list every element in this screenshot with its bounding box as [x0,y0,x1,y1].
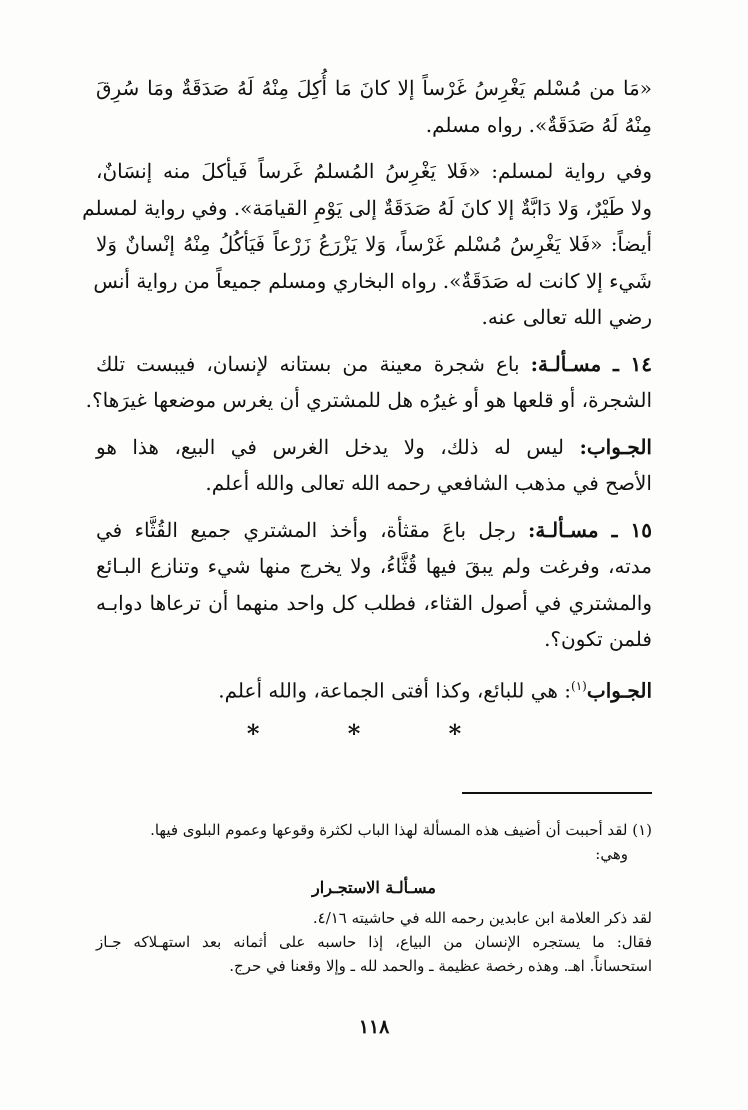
answer-text: : هي للبائع، وكذا أفتى الجماعة، والله أعلم. [218,678,572,703]
question-label: ١٥ ـ مسـألـة: [528,517,652,542]
answer-14 [96,429,652,502]
answer-label: الجـواب: [579,434,652,459]
text-line: أيضاً: «فَلا يَغْرِسُ مُسْلم غَرْساً، وَلا يَزْرَعُ زَرْعاً فَيَأكُلُ مِنْهُ إنْسانٌ وَلا [96,232,652,256]
text-line: الأصح في مذهب الشافعي رحمه الله تعالى والله أعلم. [205,471,652,495]
text-line: الشجرة، أو قلعها هو أو غيرُه هل للمشتري أن يغرس موضعها غيرَها؟. [85,388,652,412]
footnote-line: استحساناً. اهـ. وهذه رخصة عظيمة ـ والحمد لله ـ وإلا وقعنا في حرج. [229,957,652,975]
text-line: وفي رواية لمسلم: «فَلا يَغْرِسُ المُسلمُ غَرساً فَيأكلَ منه إنسَانٌ، [96,159,652,183]
text-line: مِنْهُ لَهُ صَدَقَةٌ». رواه مسلم. [425,112,652,137]
text-line [96,346,652,383]
page-body [82,70,652,753]
narration-paragraph [82,153,652,336]
question-text: باع شجرة معينة من بستانه لإنسان، فيبست تلك [96,351,531,376]
text-line [96,512,652,549]
footnote-line: فقال: ما يستجره الإنسان من البياع، إذا حاسبه على أثمانه بعد استهـلاكه جـاز [96,933,652,951]
section-separator: * * * [246,718,502,748]
text-line [96,429,652,466]
footnote-line: وهي: [595,845,628,863]
question-text: رجل باعَ مقثأة، وأخذ المشتري جميع القُثَّاء في [96,517,529,542]
footnote-block [96,818,652,978]
page-number: ١١٨ [358,1016,390,1038]
text-line: فلمن تكون؟. [544,627,652,651]
hadith-paragraph [96,70,652,143]
footnote-line: لقد ذكر العلامة ابن عابدين رحمه الله في حاشيته ٤/١٦. [312,909,652,927]
footnote-reference[interactable]: (١) [571,678,587,693]
answer-label: الجـواب [586,678,652,703]
text-line: ولا طَيْرٌ، وَلا دَابَّةٌ إلا كانَ لَهُ صَدَقَةٌ إلى يَوْمِ القيامَة». وفي رواية لمسلم [82,195,652,220]
answer-text: ليس له ذلك، ولا يدخل الغرس في البيع، هذا هو [96,434,580,459]
text-line: والمشتري في أصول القثاء، فطلب كل واحد منهما أن ترعاها دوابـه [96,590,652,615]
question-label: ١٤ ـ مسـألـة: [530,351,652,376]
footnote-title: مسـألـة الاستجـرار [312,878,436,897]
text-line [96,668,652,709]
question-14 [85,346,652,419]
footnote-divider [462,792,652,794]
text-line: رضي الله تعالى عنه. [481,305,652,329]
footnote-line: (١) لقد أحببت أن أضيف هذه المسألة لهذا الباب لكثرة وقوعها وعموم البلوى فيها. [150,821,652,839]
text-line: مدته، وفرغت ولم يبقَ فيها قُثَّاءُ، ولا يخرج منها شيء وتنازع البـائع [96,554,652,578]
answer-15 [96,668,652,709]
text-line: شَيء إلا كانت له صَدَقَةٌ». رواه البخاري ومسلم جميعاً من رواية أنس [93,268,652,293]
question-15 [96,512,652,658]
text-line: «مَا من مُسْلم يَغْرِسُ غَرْساً إلا كانَ مَا أُكِلَ مِنْهُ لَهُ صَدَقَةٌ ومَا سُرِقَ [96,76,652,100]
